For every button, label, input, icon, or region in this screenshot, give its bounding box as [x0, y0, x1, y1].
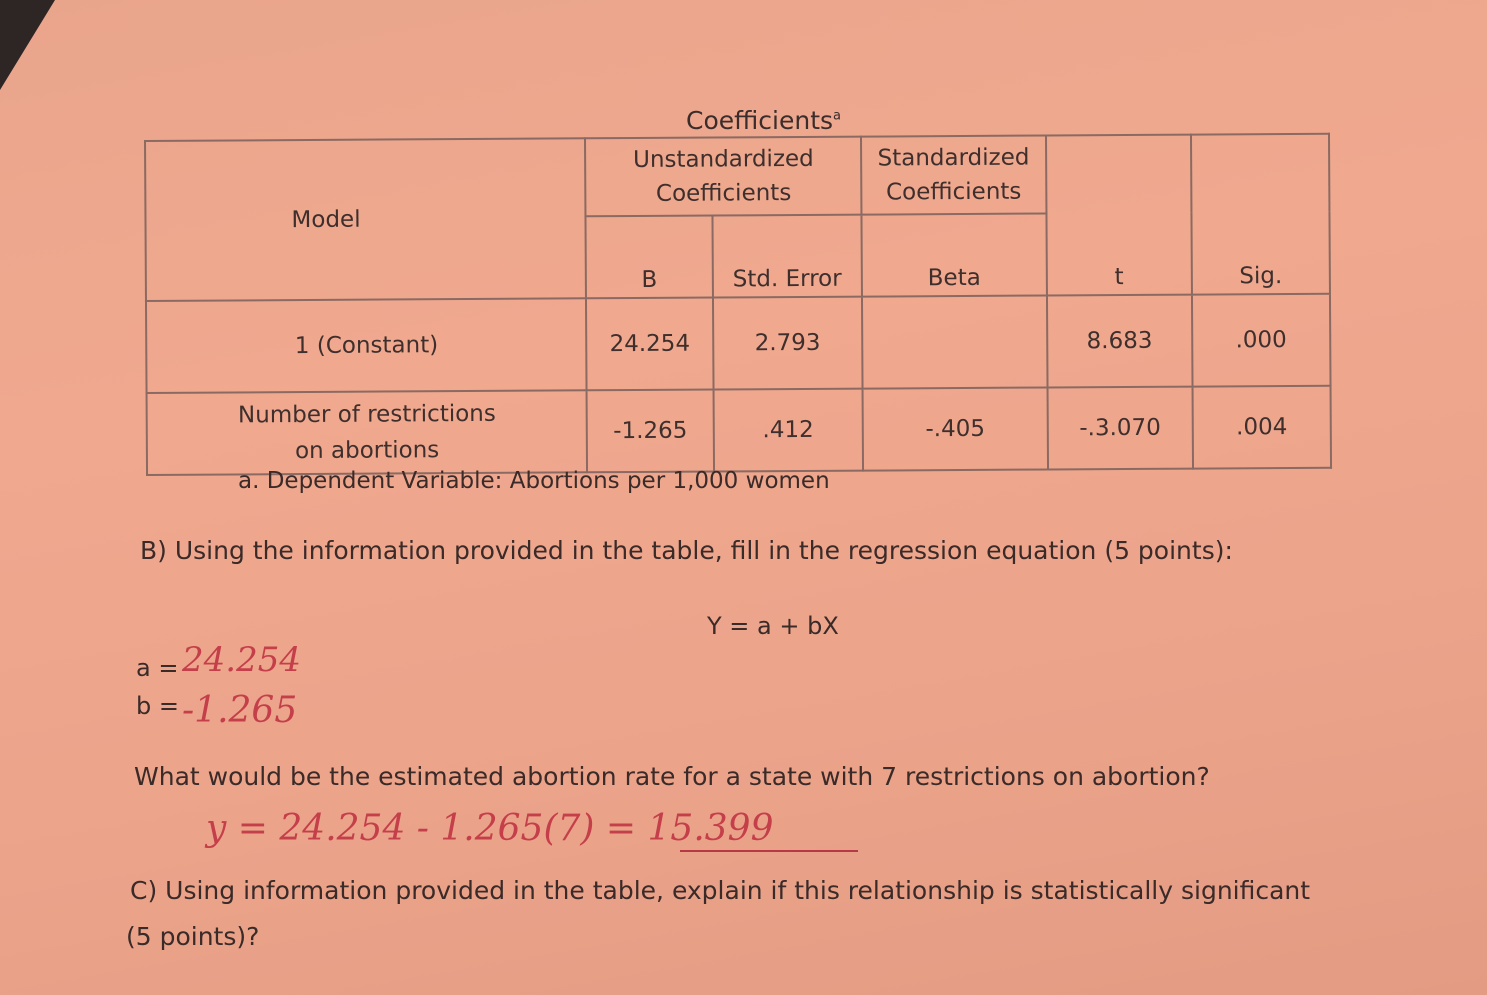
dark-corner: [0, 0, 55, 90]
cell-t: 8.683: [1047, 295, 1193, 388]
cell-b: -1.265: [587, 390, 714, 473]
row-label-restrictions: Number of restrictions on abortions: [147, 390, 588, 475]
header-t: t: [1046, 135, 1192, 296]
question-c-line1: C) Using information provided in the table, explain if this relationship is statistically significant: [130, 876, 1311, 905]
regression-equation: Y = a + bX: [707, 612, 839, 640]
cell-beta: -.405: [863, 387, 1048, 470]
b-label: b =: [136, 692, 179, 720]
answer-underline: [680, 850, 858, 852]
header-model: Model: [145, 138, 586, 301]
table-row: [147, 386, 1331, 475]
question-c-line2: (5 points)?: [126, 922, 260, 951]
header-standardized: Standardized Coefficients: [861, 135, 1046, 214]
header-beta: Beta: [862, 213, 1047, 296]
estimate-handwritten-answer: y = 24.254 - 1.265(7) = 15.399: [206, 808, 774, 849]
header-std-error: Std. Error: [712, 215, 862, 298]
cell-t: -.3.070: [1047, 387, 1193, 470]
b-handwritten-answer: -1.265: [182, 690, 298, 731]
cell-sig: .000: [1192, 294, 1331, 387]
cell-sig: .004: [1192, 386, 1331, 469]
header-b: B: [586, 216, 713, 299]
cell-b: 24.254: [586, 298, 713, 391]
cell-std-error: .412: [713, 389, 863, 472]
question-estimate-text: What would be the estimated abortion rate for a state with 7 restrictions on abortion?: [134, 762, 1210, 791]
table-footnote: a. Dependent Variable: Abortions per 1,000 women: [238, 468, 830, 494]
question-b-text: B) Using the information provided in the table, fill in the regression equation (5 points):: [140, 536, 1233, 565]
a-handwritten-answer: 24.254: [182, 640, 301, 680]
table-row: [146, 294, 1331, 393]
row-label-constant: 1 (Constant): [146, 298, 587, 393]
header-unstandardized: Unstandardized Coefficients: [585, 137, 861, 217]
a-label: a =: [136, 654, 179, 682]
table-header-row-1: [145, 134, 1329, 219]
cell-beta: [862, 295, 1047, 388]
table-title: Coefficients$^a$: [686, 106, 842, 135]
cell-std-error: 2.793: [713, 297, 863, 390]
coefficients-table: [144, 133, 1332, 476]
header-sig: Sig.: [1191, 134, 1330, 295]
